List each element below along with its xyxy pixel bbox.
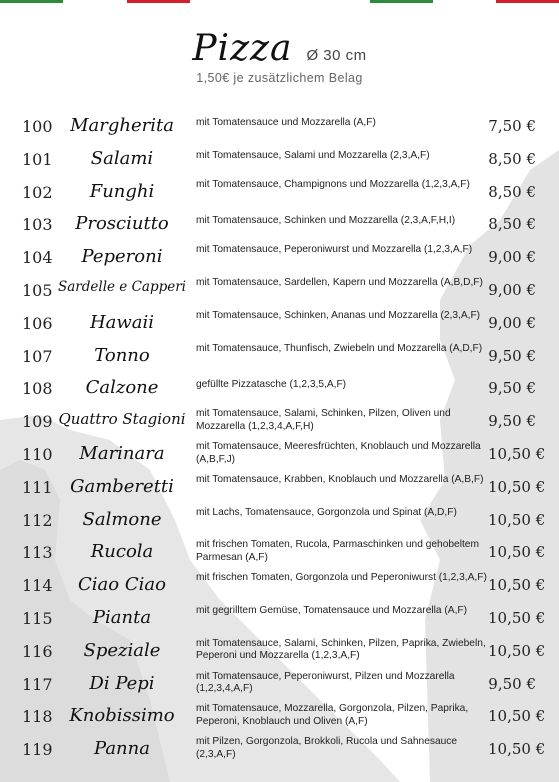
menu-item — [0, 143, 559, 176]
item-price: 10,50 € — [488, 707, 546, 726]
menu-item — [0, 110, 559, 143]
item-number: 113 — [22, 543, 53, 563]
menu-item — [0, 274, 559, 307]
menu-item — [0, 307, 559, 340]
menu-item — [0, 602, 559, 635]
pizza-diameter: Ø 30 cm — [306, 47, 367, 64]
menu-header — [0, 28, 559, 85]
item-price: 9,00 € — [488, 248, 536, 267]
menu-item — [0, 208, 559, 241]
item-description: mit Tomatensauce, Krabben, Knoblauch und Mozzarella (A,B,F) — [196, 473, 484, 485]
item-description: mit Pilzen, Gorgonzola, Brokkoli, Rucola und Sahnesauce (2,3,A,F) — [196, 736, 458, 760]
item-name: Marinara — [79, 443, 165, 464]
item-description: mit frischen Tomaten, Rucola, Parmaschinken und gehobeltem Parmesan (A,F) — [196, 539, 479, 563]
item-name: Salmone — [82, 508, 162, 530]
item-number: 118 — [22, 707, 53, 727]
extra-topping-note: 1,50€ je zusätzlichem Belag — [196, 71, 363, 85]
item-price: 9,50 € — [488, 674, 536, 693]
item-price: 9,00 € — [488, 281, 536, 299]
item-name: Panna — [94, 738, 150, 760]
item-number: 105 — [22, 281, 53, 300]
menu-item — [0, 733, 559, 766]
item-description: mit Tomatensauce, Sardellen, Kapern und Mozzarella (A,B,D,F) — [196, 277, 483, 288]
item-price: 8,50 € — [488, 215, 536, 234]
item-name: Ciao Ciao — [78, 574, 166, 596]
menu-title: Pizza — [192, 28, 293, 69]
item-price: 10,50 € — [488, 609, 546, 627]
item-number: 112 — [22, 510, 53, 530]
item-number: 119 — [22, 740, 53, 760]
item-price: 10,50 € — [488, 510, 546, 529]
menu-item — [0, 700, 559, 733]
item-number: 107 — [22, 346, 53, 366]
item-price: 9,50 € — [488, 379, 536, 398]
item-description: mit Tomatensauce, Schinken und Mozzarella (2,3,A,F,H,I) — [196, 215, 456, 227]
item-description: mit Tomatensauce, Mozzarella, Gorgonzola, Pilzen, Paprika, Peperoni, Knoblauch und Oliven (A,F) — [196, 703, 469, 727]
item-price: 8,50 € — [488, 149, 536, 168]
menu-item — [0, 635, 559, 668]
item-description: mit Tomatensauce, Salami, Schinken, Pilzen, Paprika, Zwiebeln, Peperoni und Mozzarella (1,2,3,A,F) — [196, 637, 486, 662]
item-price: 9,50 € — [488, 346, 536, 365]
item-name: Calzone — [85, 377, 159, 399]
item-description: mit Tomatensauce, Peperoniwurst und Mozzarella (1,2,3,A,F) — [196, 244, 473, 256]
item-number: 109 — [22, 412, 53, 432]
item-number: 100 — [22, 117, 53, 136]
item-price: 10,50 € — [488, 477, 546, 496]
item-price: 8,50 € — [488, 182, 536, 201]
item-name: Salami — [90, 147, 154, 169]
menu-item — [0, 504, 559, 537]
item-price: 9,50 € — [488, 412, 536, 431]
item-name: Rucola — [90, 541, 154, 563]
item-description: mit Tomatensauce und Mozzarella (A,F) — [196, 117, 376, 128]
item-description: mit Tomatensauce, Salami und Mozzarella (2,3,A,F) — [196, 149, 430, 161]
item-description: mit Tomatensauce, Peperoniwurst, Pilzen und Mozzarella (1,2,3,4,A,F) — [196, 670, 455, 695]
item-description: mit Tomatensauce, Thunfisch, Zwiebeln und Mozzarella (A,D,F) — [196, 342, 483, 354]
item-name: Prosciutto — [75, 213, 169, 235]
item-name: Pianta — [92, 607, 152, 628]
menu-item — [0, 372, 559, 405]
item-number: 101 — [22, 149, 53, 169]
item-name: Quattro Stagioni — [58, 410, 186, 429]
item-name: Speziale — [83, 639, 161, 661]
menu-item — [0, 536, 559, 569]
menu-item — [0, 569, 559, 602]
item-number: 103 — [22, 215, 53, 235]
menu-item — [0, 241, 559, 274]
item-name: Gamberetti — [70, 475, 174, 497]
item-name: Sardelle e Capperi — [58, 279, 186, 295]
menu-item — [0, 668, 559, 701]
item-name: Tonno — [94, 344, 150, 366]
item-description: mit Tomatensauce, Schinken, Ananas und Mozzarella (2,3,A,F) — [196, 309, 481, 321]
menu-item — [0, 405, 559, 438]
item-description: mit frischen Tomaten, Gorgonzola und Peperoniwurst (1,2,3,A,F) — [196, 572, 487, 584]
item-name: Funghi — [89, 180, 155, 202]
item-description: mit Tomatensauce, Salami, Schinken, Pilzen, Oliven und Mozzarella (1,2,3,4,A,F,H) — [196, 408, 451, 432]
item-number: 116 — [22, 641, 53, 661]
item-number: 115 — [22, 609, 53, 628]
item-number: 114 — [22, 576, 53, 596]
item-description: mit Lachs, Tomatensauce, Gorgonzola und Spinat (A,D,F) — [196, 506, 457, 518]
menu-item — [0, 438, 559, 471]
item-name: Knobissimo — [69, 705, 175, 727]
item-number: 110 — [22, 445, 53, 464]
item-price: 10,50 € — [488, 543, 546, 562]
item-price: 10,50 € — [488, 445, 546, 463]
item-name: Hawaii — [89, 311, 155, 333]
item-price: 7,50 € — [488, 117, 536, 135]
item-number: 117 — [22, 674, 53, 694]
item-description: gefüllte Pizzatasche (1,2,3,5,A,F) — [196, 379, 347, 391]
item-price: 10,50 € — [488, 576, 546, 595]
item-name: Di Pepi — [89, 672, 155, 694]
menu-item — [0, 471, 559, 504]
item-number: 104 — [22, 248, 53, 268]
item-price: 10,50 € — [488, 641, 546, 660]
item-price: 10,50 € — [488, 740, 546, 759]
item-price: 9,00 € — [488, 313, 536, 332]
item-description: mit gegrilltem Gemüse, Tomatensauce und Mozzarella (A,F) — [196, 605, 468, 616]
item-description: mit Tomatensauce, Meeresfrüchten, Knoblauch und Mozzarella (A,B,F,J) — [196, 441, 481, 465]
item-number: 108 — [22, 379, 53, 399]
item-name: Margherita — [70, 115, 174, 136]
item-description: mit Tomatensauce, Champignons und Mozzarella (1,2,3,A,F) — [196, 178, 470, 190]
menu-item — [0, 176, 559, 209]
item-number: 102 — [22, 182, 53, 202]
menu-item — [0, 340, 559, 373]
item-number: 111 — [22, 477, 53, 497]
item-number: 106 — [22, 313, 53, 333]
item-name: Peperoni — [81, 246, 163, 268]
